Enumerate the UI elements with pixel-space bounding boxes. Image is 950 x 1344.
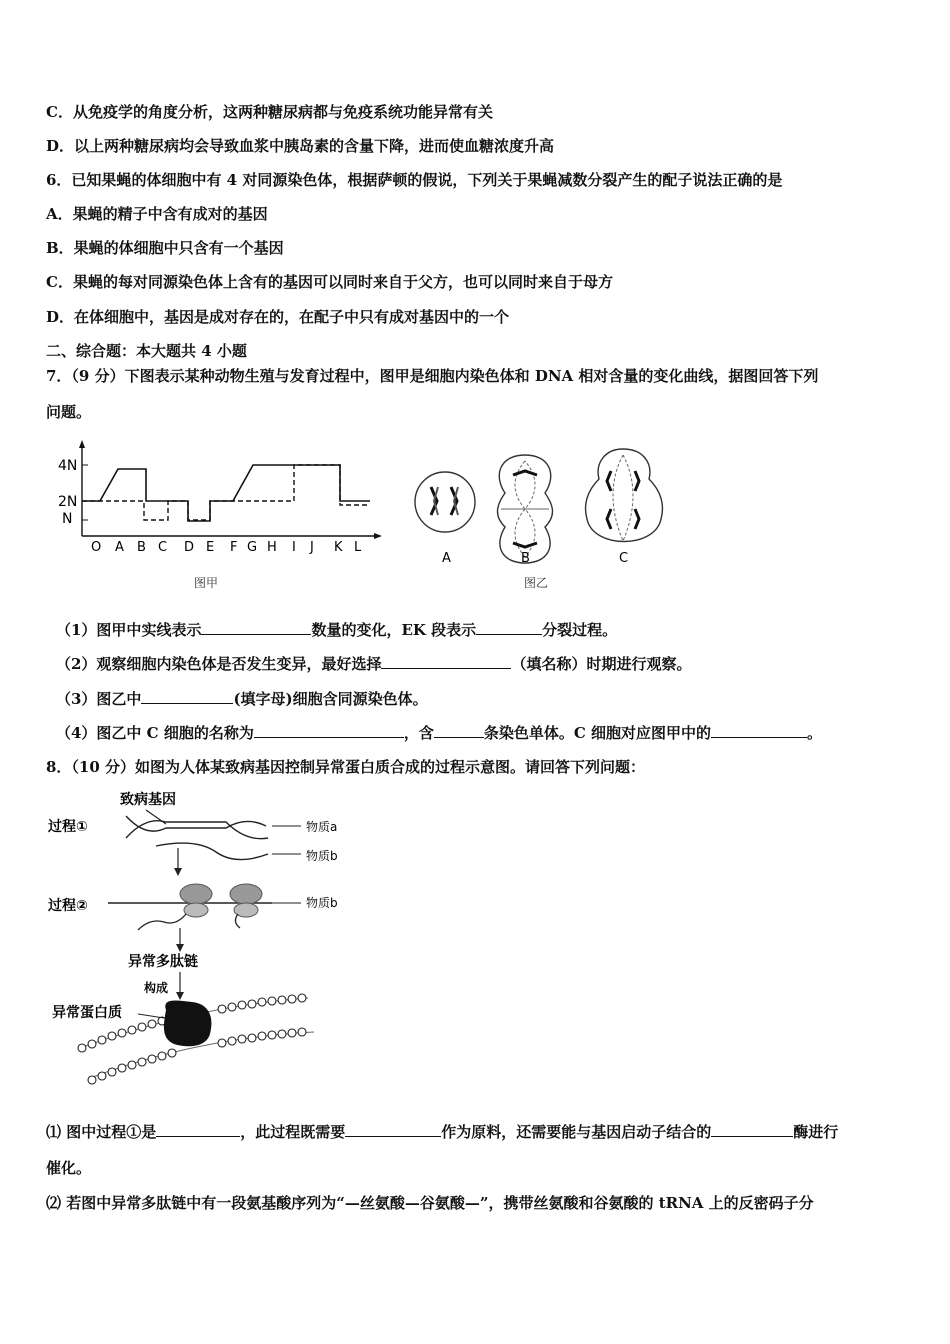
svg-text:F: F	[230, 540, 238, 555]
substance-a-label: 物质a	[306, 820, 338, 834]
q6-option-d: D．在体细胞中，基因是成对存在的，在配子中只有成对基因中的一个	[46, 308, 510, 326]
svg-text:H: H	[267, 540, 277, 555]
q7-cells-yi	[405, 445, 675, 570]
q8-sub1-cont: 催化。	[46, 1159, 92, 1177]
svg-text:O: O	[91, 540, 102, 555]
abnormal-protein-shape	[164, 1000, 212, 1046]
cell-c	[586, 449, 663, 542]
section-heading: 二、综合题：本大题共 4 小题	[46, 342, 247, 360]
blank-input[interactable]	[476, 620, 542, 635]
svg-text:C: C	[158, 540, 168, 555]
q7-stem-line1: 7．（9 分）下图表示某种动物生殖与发育过程中，图甲是细胞内染色体和 DNA 相对含量的变化曲线，据图回答下列	[46, 367, 819, 385]
svg-text:J: J	[310, 540, 314, 555]
q8-sub2: ⑵ 若图中异常多肽链中有一段氨基酸序列为“—丝氨酸—谷氨酸—”，携带丝氨酸和谷氨酸的 tRNA 上的反密码子分	[46, 1194, 814, 1212]
q5-option-c: C．从免疫学的角度分析，这两种糖尿病都与免疫系统功能异常有关	[46, 103, 493, 121]
y-label-4n: 4N	[58, 458, 78, 474]
blank-input[interactable]	[254, 723, 404, 738]
q7-stem-line2: 问题。	[46, 403, 92, 421]
blank-input[interactable]	[711, 1122, 793, 1137]
blank-input[interactable]	[434, 723, 484, 738]
process1-label: 过程①	[48, 819, 88, 835]
q7-sub2: （2）观察细胞内染色体是否发生变异，最好选择 （填名称）时期进行观察。	[56, 655, 692, 673]
blank-input[interactable]	[345, 1122, 441, 1137]
cell-label-c: C	[619, 551, 629, 566]
q8-diagram	[46, 786, 366, 1108]
q6-stem: 6．已知果蝇的体细胞中有 4 对同源染色体，根据萨顿的假说，下列关于果蝇减数分裂产生的配子说法正确的是	[46, 171, 783, 189]
y-label-n: N	[62, 511, 73, 527]
x-axis-labels	[91, 540, 362, 555]
q6-option-c: C．果蝇的每对同源染色体上含有的基因可以同时来自于父方，也可以同时来自于母方	[46, 273, 613, 291]
ribosome-icon	[180, 884, 212, 904]
graph-caption: 图甲	[194, 576, 219, 590]
q8-stem: 8．（10 分）如图为人体某致病基因控制异常蛋白质合成的过程示意图。请回答下列问题：	[46, 758, 646, 776]
svg-text:E: E	[206, 540, 215, 555]
q7-sub1: （1）图甲中实线表示 数量的变化，EK 段表示 分裂过程。	[56, 621, 618, 639]
q6-option-a: A．果蝇的精子中含有成对的基因	[46, 205, 268, 223]
cell-label-a: A	[442, 551, 451, 566]
q6-option-b: B．果蝇的体细胞中只含有一个基因	[46, 239, 284, 257]
mrna-strand	[156, 843, 268, 859]
q8-sub1: ⑴ 图中过程①是 ，此过程既需要 作为原料，还需要能与基因启动子结合的 酶进行	[46, 1123, 839, 1141]
polypeptide-label: 异常多肽链	[128, 954, 198, 970]
gene-label: 致病基因	[120, 792, 176, 808]
cells-caption: 图乙	[524, 576, 549, 590]
cell-b	[498, 455, 553, 563]
svg-text:K: K	[334, 540, 343, 555]
blank-input[interactable]	[141, 689, 233, 704]
forms-label: 构成	[144, 981, 169, 995]
q7-sub3: （3）图乙中 (填字母)细胞含同源染色体。	[56, 690, 428, 708]
cell-label-b: B	[521, 551, 530, 566]
svg-text:D: D	[184, 540, 195, 555]
q5-option-d: D．以上两种糖尿病均会导致血浆中胰岛素的含量下降，进而使血糖浓度升高	[46, 137, 555, 155]
svg-text:A: A	[115, 540, 124, 555]
protein-label: 异常蛋白质	[52, 1005, 122, 1021]
dna-solid-curve	[82, 465, 370, 521]
y-label-2n: 2N	[58, 494, 78, 510]
q7-graph-jia	[48, 440, 388, 570]
svg-text:L: L	[354, 540, 362, 555]
chromosome-dashed-curve	[82, 465, 370, 520]
svg-text:B: B	[137, 540, 146, 555]
q7-sub4: （4）图乙中 C 细胞的名称为 ，含 条染色单体。C 细胞对应图甲中的 。	[56, 724, 823, 742]
blank-input[interactable]	[711, 723, 807, 738]
process2-label: 过程②	[48, 898, 88, 914]
substance-b-label-1: 物质b	[306, 849, 338, 863]
cell-a	[415, 472, 475, 532]
blank-input[interactable]	[156, 1122, 240, 1137]
substance-b-label-2: 物质b	[306, 896, 338, 910]
dna-strand	[126, 816, 266, 831]
svg-text:I: I	[292, 540, 296, 555]
ribosome-icon	[230, 884, 262, 904]
blank-input[interactable]	[201, 620, 311, 635]
svg-text:G: G	[247, 540, 258, 555]
blank-input[interactable]	[381, 654, 511, 669]
